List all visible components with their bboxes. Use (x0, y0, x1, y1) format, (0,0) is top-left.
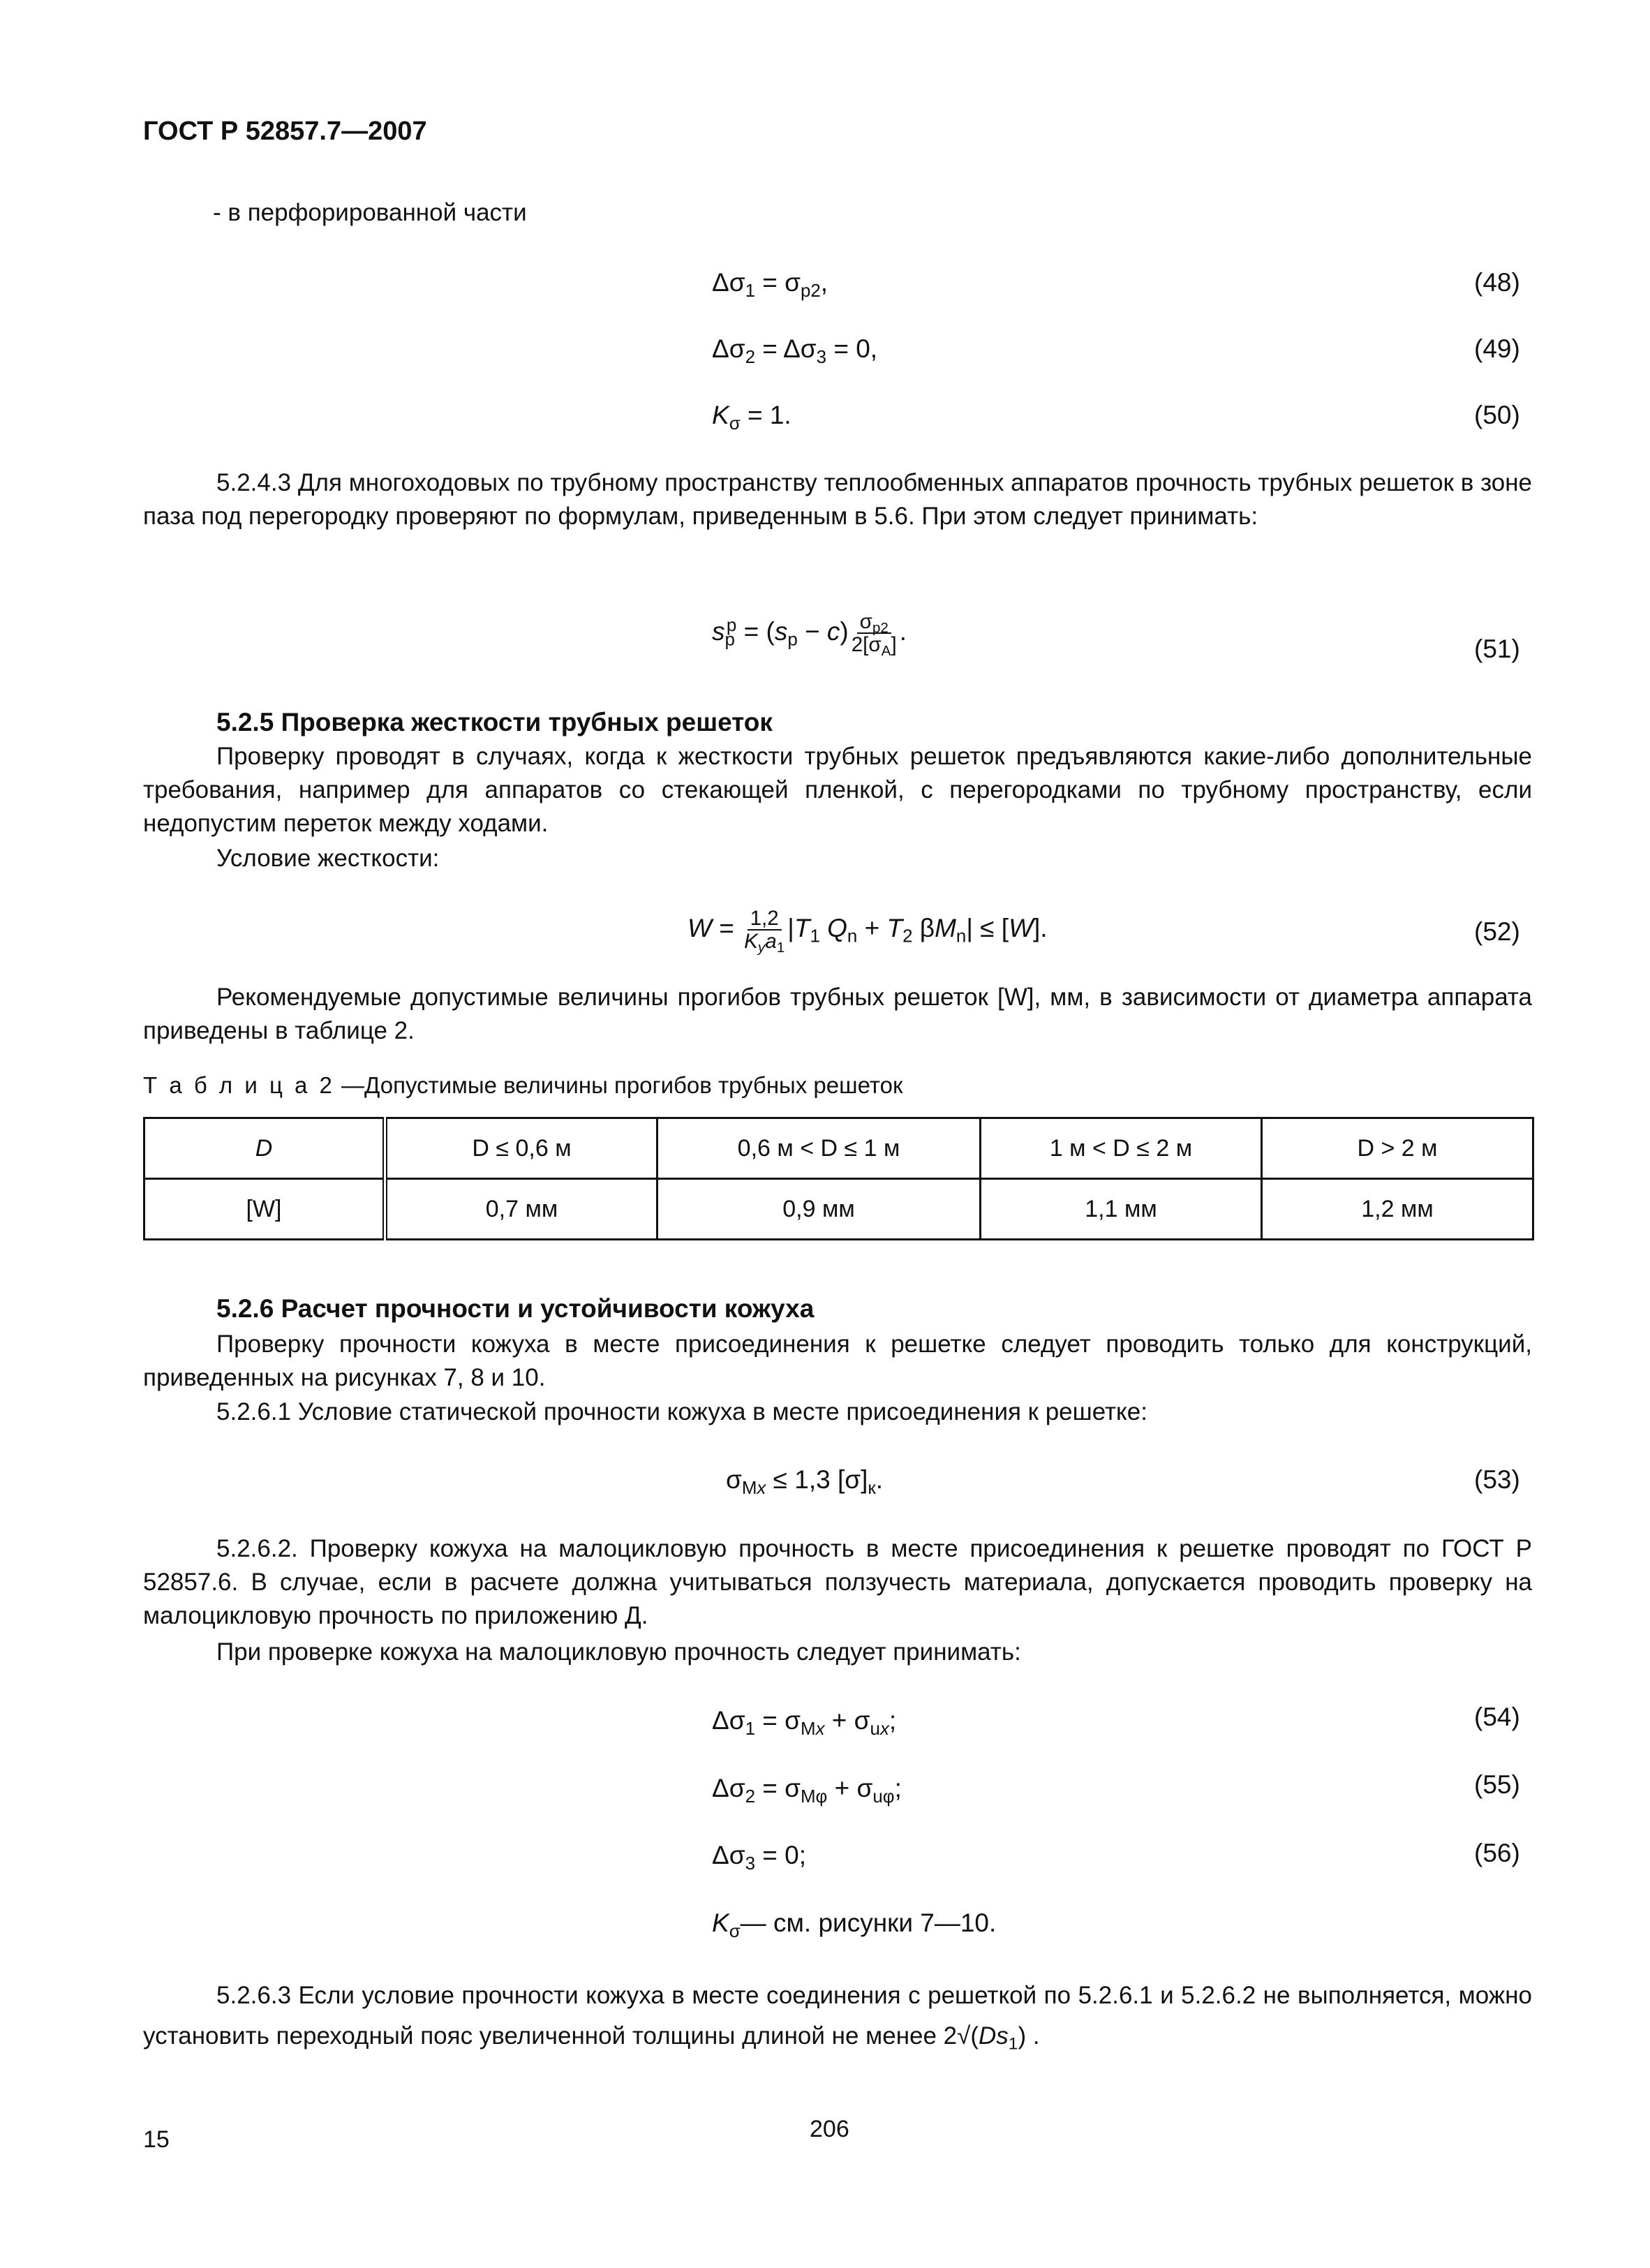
equation-48: $\Delta\sigma_1 = \sigma_{p2}$, (712, 268, 828, 301)
equation-50: $K_\sigma = 1$. (712, 401, 791, 433)
table-header-cell: D (144, 1118, 385, 1179)
table-2 (143, 1117, 1534, 1240)
table-cell: 0,9 мм (657, 1179, 981, 1240)
equation-number-52: (52) (1474, 917, 1520, 946)
table-header-cell: 0,6 м < D ≤ 1 м (657, 1118, 981, 1179)
equation-53: $\sigma_{Mx} \le 1,3$ $[\sigma]_к$. (726, 1465, 883, 1498)
equation-55: $\Delta\sigma_2 = \sigma_{M\varphi} + \sigma_{u\varphi}$; (712, 1774, 902, 1807)
equation-k-sigma-text: — см. рисунки 7—10. (740, 1908, 997, 1937)
table-2-caption-prefix: Т а б л и ц а 2 (143, 1072, 335, 1098)
equation-number-48: (48) (1474, 268, 1520, 297)
paragraph-5-2-6 (143, 1328, 1532, 1395)
table-cell: 0,7 мм (385, 1179, 657, 1240)
page-number: 206 (810, 2116, 849, 2142)
equation-number-53: (53) (1474, 1465, 1520, 1494)
equation-number-49: (49) (1474, 334, 1520, 363)
table-header-row (144, 1118, 1533, 1179)
paragraph-recommended-values (143, 981, 1532, 1048)
table-header-cell: D ≤ 0,6 м (385, 1118, 657, 1179)
table-row (144, 1179, 1533, 1240)
paragraph-5-2-6-2-text: 5.2.6.2. Проверку кожуха на малоцикловую прочность в месте присоединения к решетке проводят по ГОСТ Р 52857.6. В случае, если в расчете должна учитываться ползучесть материала, допускается проводить проверку на малоцикловую прочность по приложению Д. (143, 1535, 1532, 1629)
footer-left-number: 15 (143, 2126, 170, 2153)
paragraph-5-2-5-text: Проверку проводят в случаях, когда к жесткости трубных решеток предъявляются какие-либо дополнительные требования, например для аппаратов со стекающей пленкой, с перегородками по трубному пространству, если недопустим переток между ходами. (143, 743, 1532, 837)
equation-number-56: (56) (1474, 1839, 1520, 1867)
equation-51: $s_p^p = (s_p - c)$ $\frac{\sigma_{p2}}{2[\sigma_A]}$ . (712, 610, 907, 660)
paragraph-5-2-6-3-text: 5.2.6.3 Если условие прочности кожуха в месте соединения с решеткой по 5.2.6.1 и 5.2.6.2 не выполняется, можно установить переходный пояс увеличенной толщины длиной не менее (143, 1982, 1532, 2050)
equation-52: W = $\frac{1,2}{K_ya_1}$ $|T_1$ $Q_n + T_2$ $\beta M_n| \le [W]$. (688, 907, 1048, 956)
section-heading-5-2-6: 5.2.6 Расчет прочности и устойчивости кожуха (216, 1294, 815, 1323)
paragraph-5-2-6-3: 5.2.6.3 Если условие прочности кожуха в месте соединения с решеткой по 5.2.6.1 и 5.2.6.2 не выполняется, можно установить переходный пояс увеличенной толщины длиной не менее $2√(Ds_1)$ . (143, 1982, 1532, 2054)
equation-number-54: (54) (1474, 1703, 1520, 1731)
paragraph-5-2-5 (143, 740, 1532, 840)
table-header-cell: D > 2 м (1262, 1118, 1533, 1179)
table-cell: 1,2 мм (1262, 1179, 1533, 1240)
paragraph-5-2-6-1: 5.2.6.1 Условие статической прочности кожуха в месте присоединения к решетке: (216, 1398, 1147, 1425)
equation-54: $\Delta\sigma_1 = \sigma_{Mx} + \sigma_{ux}$; (712, 1706, 897, 1739)
table-header-cell: 1 м < D ≤ 2 м (981, 1118, 1262, 1179)
section-heading-5-2-5: 5.2.5 Проверка жесткости трубных решеток (216, 708, 773, 736)
equation-number-50: (50) (1474, 401, 1520, 429)
rigidity-condition-label: Условие жесткости: (216, 845, 440, 872)
equation-k-sigma: $K_\sigma—$ см. рисунки 7—10. (712, 1908, 997, 1941)
paragraph-recommended-values-text: Рекомендуемые допустимые величины прогибов трубных решеток [W], мм, в зависимости от диаметра аппарата приведены в таблице 2. (143, 984, 1532, 1044)
paragraph-5-2-6-text: Проверку прочности кожуха в месте присоединения к решетке следует проводить только для конструкций, приведенных на рисунках 7, 8 и 10. (143, 1331, 1532, 1391)
document-header: ГОСТ Р 52857.7—2007 (143, 117, 427, 146)
table-cell: [W] (144, 1179, 385, 1240)
equation-49: $\Delta\sigma_2 = \Delta\sigma_3 = 0$, (712, 334, 878, 367)
equation-number-51: (51) (1474, 635, 1520, 663)
equation-56: $\Delta\sigma_3 = 0$; (712, 1841, 806, 1874)
intro-line: - в перфорированной части (213, 199, 527, 226)
paragraph-5-2-6-2 (143, 1532, 1532, 1633)
table-2-caption-text: —Допустимые величины прогибов трубных решеток (334, 1072, 903, 1098)
paragraph-5-2-4-3 (143, 466, 1532, 533)
paragraph-5-2-4-3-text: 5.2.4.3 Для многоходовых по трубному пространству теплообменных аппаратов прочность трубных решеток в зоне паза под перегородку проверяют по формулам, приведенным в 5.6. При этом следует принимать: (143, 469, 1532, 530)
table-2-caption (143, 1068, 902, 1103)
table-cell: 1,1 мм (981, 1179, 1262, 1240)
equation-number-55: (55) (1474, 1770, 1520, 1799)
paragraph-accept: При проверке кожуха на малоцикловую прочность следует принимать: (216, 1638, 1021, 1666)
